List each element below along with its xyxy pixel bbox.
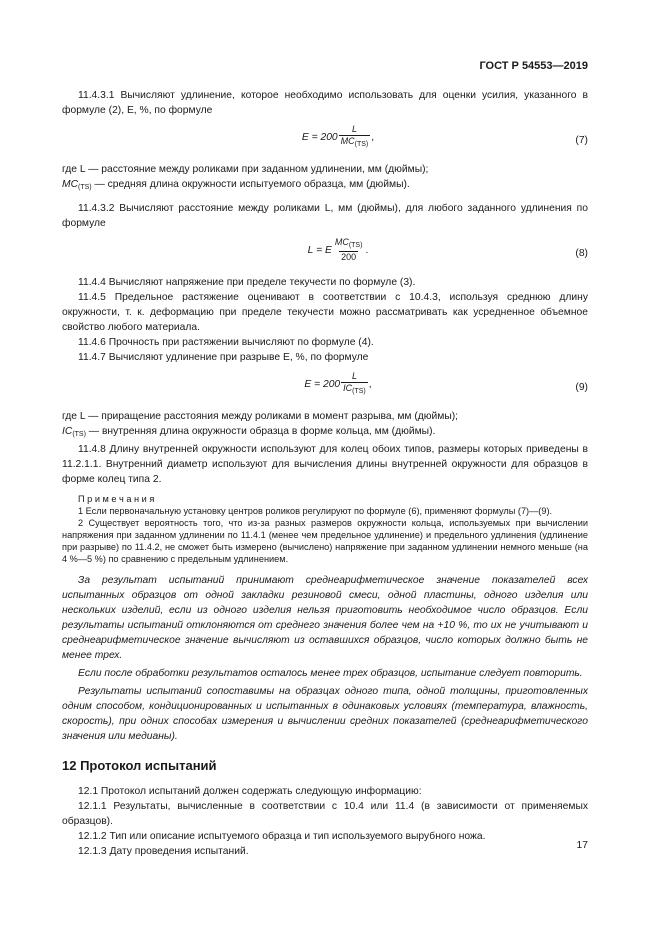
where-7-line-1: где L — расстояние между роликами при заданном удлинении, мм (дюймы); — [62, 164, 429, 175]
equation-7: E = 200 $\frac{L}{MC_{(TS)}}$ , (7) — [301, 124, 588, 148]
note-1: 1 Если первоначальную установку центров роликов регулируют по формуле (6), применяют формулы (7)—(9). — [78, 506, 553, 516]
eq9-numerator: L — [351, 371, 357, 381]
eq7-denominator: $MC_{(TS)}$ — [340, 136, 369, 148]
results-italic-block — [62, 573, 588, 744]
paragraph-12-1-1: 12.1.1 Результаты, вычисленные в соответствии с 10.4 или 11.4 (в зависимости от применяемых образцов). — [62, 801, 588, 827]
paragraph-12-1: 12.1 Протокол испытаний должен содержать следующую информацию: — [78, 786, 422, 797]
where-9-line-1: где L — приращение расстояния между роликами в момент разрыва, мм (дюймы); — [62, 411, 459, 422]
paragraph-11-4-3-2: 11.4.3.2 Вычисляют расстояние между роликами L, мм (дюймы), для любого заданного удлинения по формуле — [62, 203, 588, 229]
eq9-lhs: E = 200 — [304, 378, 341, 390]
eq7-numerator: L — [351, 124, 357, 134]
equation-8: L = E $\frac{MC_{(TS)}}{200}$ . (8) — [307, 237, 588, 262]
eq7-number: (7) — [575, 135, 588, 146]
paragraph-11-4-6: 11.4.6 Прочность при растяжении вычисляют по формуле (4). — [78, 337, 374, 348]
eq8-denominator: 200 — [341, 252, 357, 262]
note-2: 2 Существует вероятность того, что из-за разных размеров окружности кольца, используемых при вычислении напряжения при заданном удлинении по 11.4.1 (менее чем предельное удлинение) и предельного удлинения (удлинение при разрыве) по 11.4.2, не сможет быть измерено (вычислено) напряжение при заданном удлинении немного меньше (на 4 %—5 %) по сравнению с предельным удлинением. — [62, 518, 588, 564]
paragraph-12-1-3: 12.1.3 Дату проведения испытаний. — [78, 846, 249, 857]
eq9-denominator: $IC_{(TS)}$ — [343, 383, 366, 395]
italic-paragraph-2: Если после обработки результатов осталось менее трех образцов, испытание следует повторить. — [78, 668, 583, 679]
eq8-fraction — [333, 237, 365, 263]
where-7-line-2: $MC_{(TS)}$ — средняя длина окружности испытуемого образца, мм (дюймы). — [62, 179, 410, 191]
eq7-lhs: E = 200 — [301, 131, 338, 143]
paragraph-12-1-2: 12.1.2 Тип или описание испытуемого образца и тип используемого вырубного ножа. — [78, 831, 486, 842]
equation-9: E = 200 $\frac{L}{IC_{(TS)}}$ , (9) — [304, 371, 588, 395]
eq8-lhs: L = E — [307, 244, 332, 256]
standard-header: ГОСТ Р 54553—2019 — [479, 60, 588, 72]
paragraph-11-4-7: 11.4.7 Вычисляют удлинение при разрыве E, %, по формуле — [78, 352, 369, 363]
paragraph-11-4-5: 11.4.5 Предельное растяжение оценивают в соответствии с 10.4.3, используя среднюю длину окружности, т. к. деформацию при пределе текучести можно рассматривать как усредненное объемное свойство любого материала. — [62, 292, 588, 333]
paragraph-11-4-8: 11.4.8 Длину внутренней окружности используют для колец обоих типов, размеры которых приведены в 11.2.1.1. Внутренний диаметр используют для вычисления длины внутренней окружности для образцов в форме колец типа 2. — [62, 444, 588, 485]
italic-paragraph-3: Результаты испытаний сопоставимы на образцах одного типа, одной толщины, приготовленных одним способом, кондиционированных и испытанных в одинаковых условиях (температура, влажность, скорость), при одних способах измерения и вычислении средних показателей (среднеарифметического значения или медианы). — [62, 686, 588, 742]
eq8-number: (8) — [575, 248, 588, 259]
eq8-numerator: $MC_{(TS)}$ — [334, 237, 363, 249]
notes-block — [62, 493, 588, 565]
section-12-title: 12 Протокол испытаний — [62, 758, 217, 773]
paragraph-11-4-4: 11.4.4 Вычисляют напряжение при пределе текучести по формуле (3). — [78, 277, 416, 288]
page-body — [62, 88, 588, 859]
eq9-number: (9) — [575, 382, 588, 393]
page-number: 17 — [576, 840, 588, 851]
eq7-fraction — [339, 124, 371, 150]
eq9-fraction — [341, 371, 368, 397]
italic-paragraph-1: За результат испытаний принимают среднеарифметическое значение показателей всех испытанных образцов от одной закладки резиновой смеси, одной пластины, одного изделия или нескольких изделий, если из одного изделия нельзя приготовить необходимое число образцов. Если результаты испытаний отклоняются от среднего значения более чем на +10 %, то их не учитывают и среднеарифметическое значение вычисляют из оставшихся образцов, число которых должно быть не менее трех. — [62, 575, 588, 661]
notes-title: П р и м е ч а н и я — [78, 494, 155, 504]
where-9-line-2: $IC_{(TS)}$ — внутренняя длина окружности образца в форме кольца, мм (дюймы). — [62, 426, 436, 438]
paragraph-11-4-3-1: 11.4.3.1 Вычисляют удлинение, которое необходимо использовать для оценки усилия, указанного в формуле (2), E, %, по формуле — [62, 90, 588, 116]
